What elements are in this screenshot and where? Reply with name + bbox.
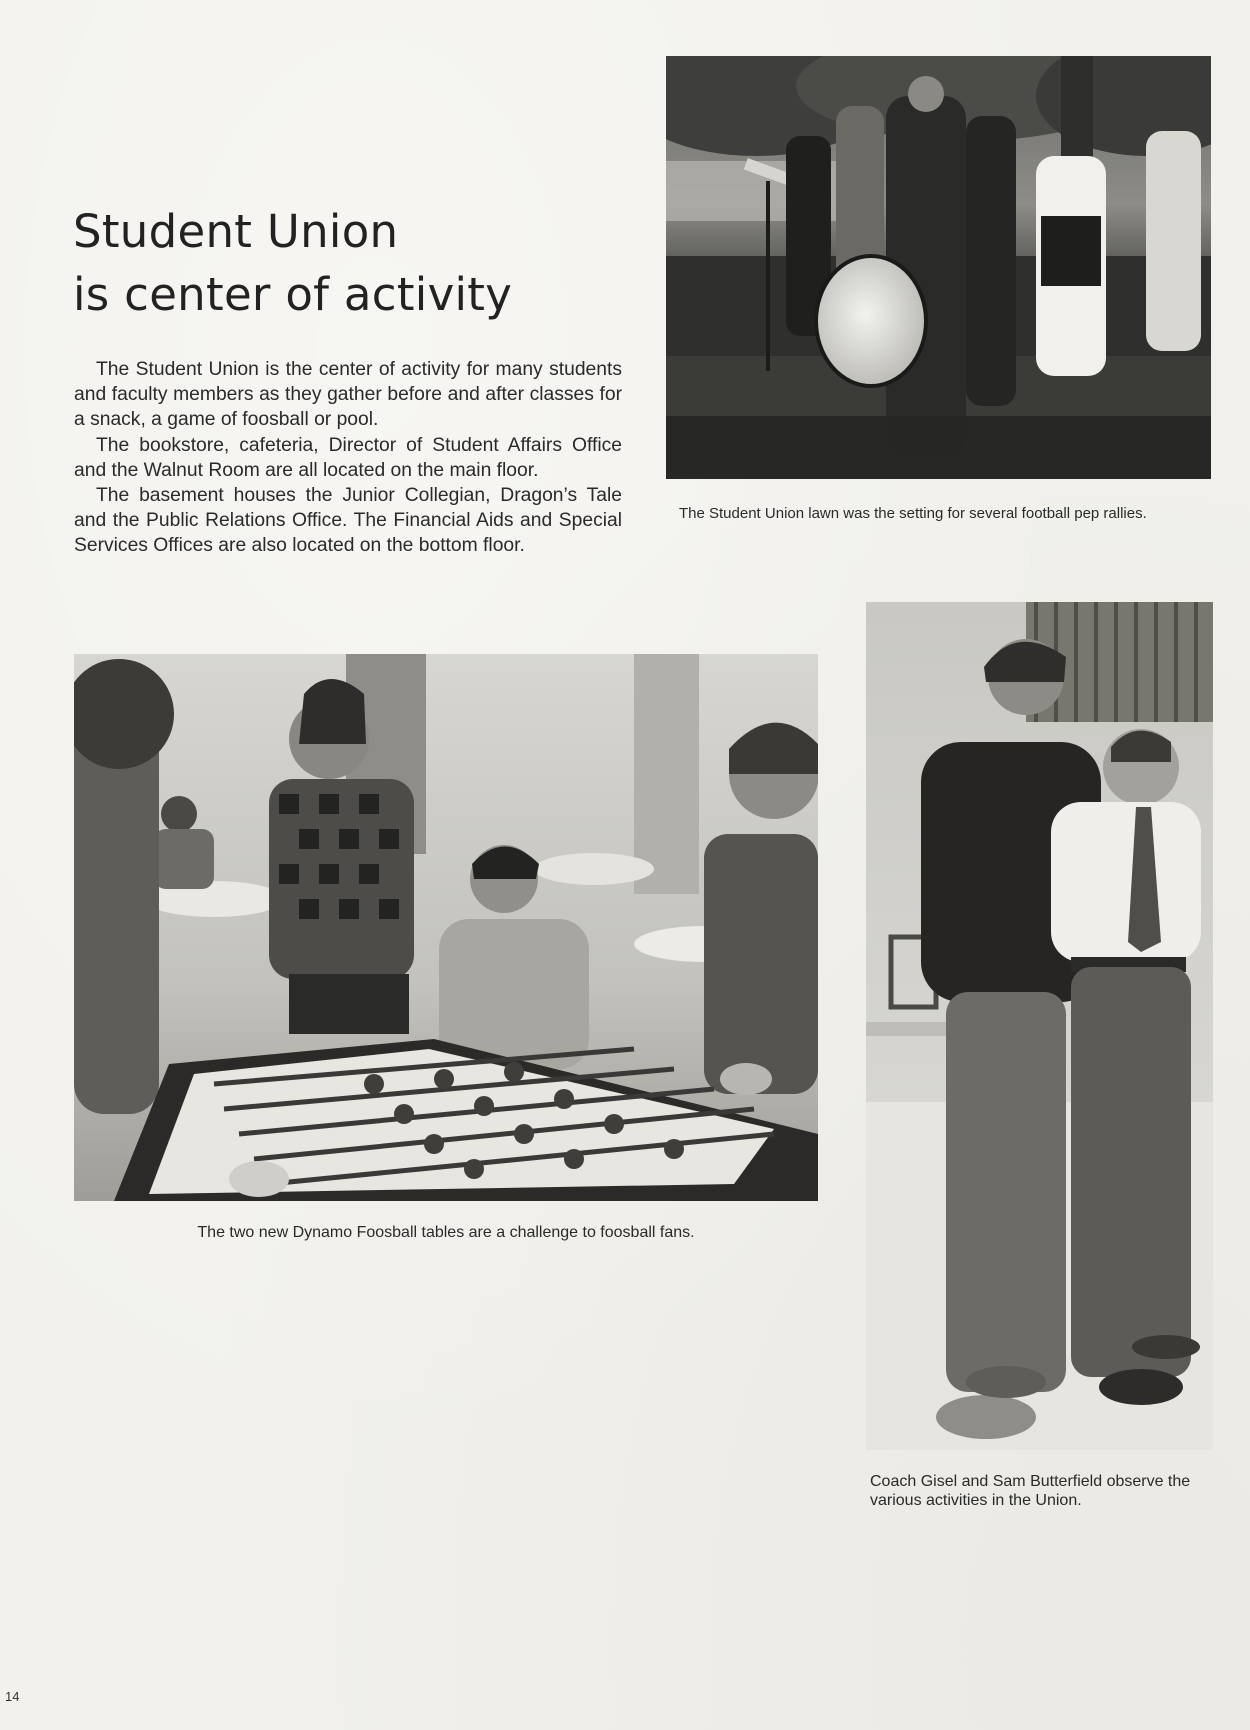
coaches-photo-caption: Coach Gisel and Sam Butterfield observe the various activities in the Union.: [870, 1473, 1191, 1509]
foosball-photo-image: [74, 654, 818, 1201]
coaches-photo: [866, 602, 1213, 1450]
lawn-band-photo: [666, 56, 1211, 479]
lawn-band-photo-image: [666, 56, 1211, 479]
lawn-photo-caption: The Student Union lawn was the setting for several football pep rallies.: [679, 505, 1147, 522]
coaches-photo-image: [866, 602, 1213, 1450]
foosball-photo-caption: The two new Dynamo Foosball tables are a challenge to foosball fans.: [197, 1224, 695, 1241]
page-number: 14: [5, 1689, 20, 1704]
headline-line-2: is center of activity: [73, 268, 513, 321]
paragraph-1: The Student Union is the center of activity for many students and faculty members as they gather before and after classes for a snack, a game of foosball or pool.: [74, 359, 622, 431]
paragraph-3: The basement houses the Junior Collegian, Dragon’s Tale and the Public Relations Office. The Financial Aids and Special Services Offices are also located on the bottom floor.: [74, 485, 622, 557]
paragraph-2: The bookstore, cafeteria, Director of Student Affairs Office and the Walnut Room are all located on the main floor.: [74, 434, 622, 481]
page-headline: [73, 200, 593, 326]
headline-line-1: Student Union: [73, 205, 399, 258]
foosball-photo: [74, 654, 818, 1201]
article-body: [74, 357, 622, 559]
